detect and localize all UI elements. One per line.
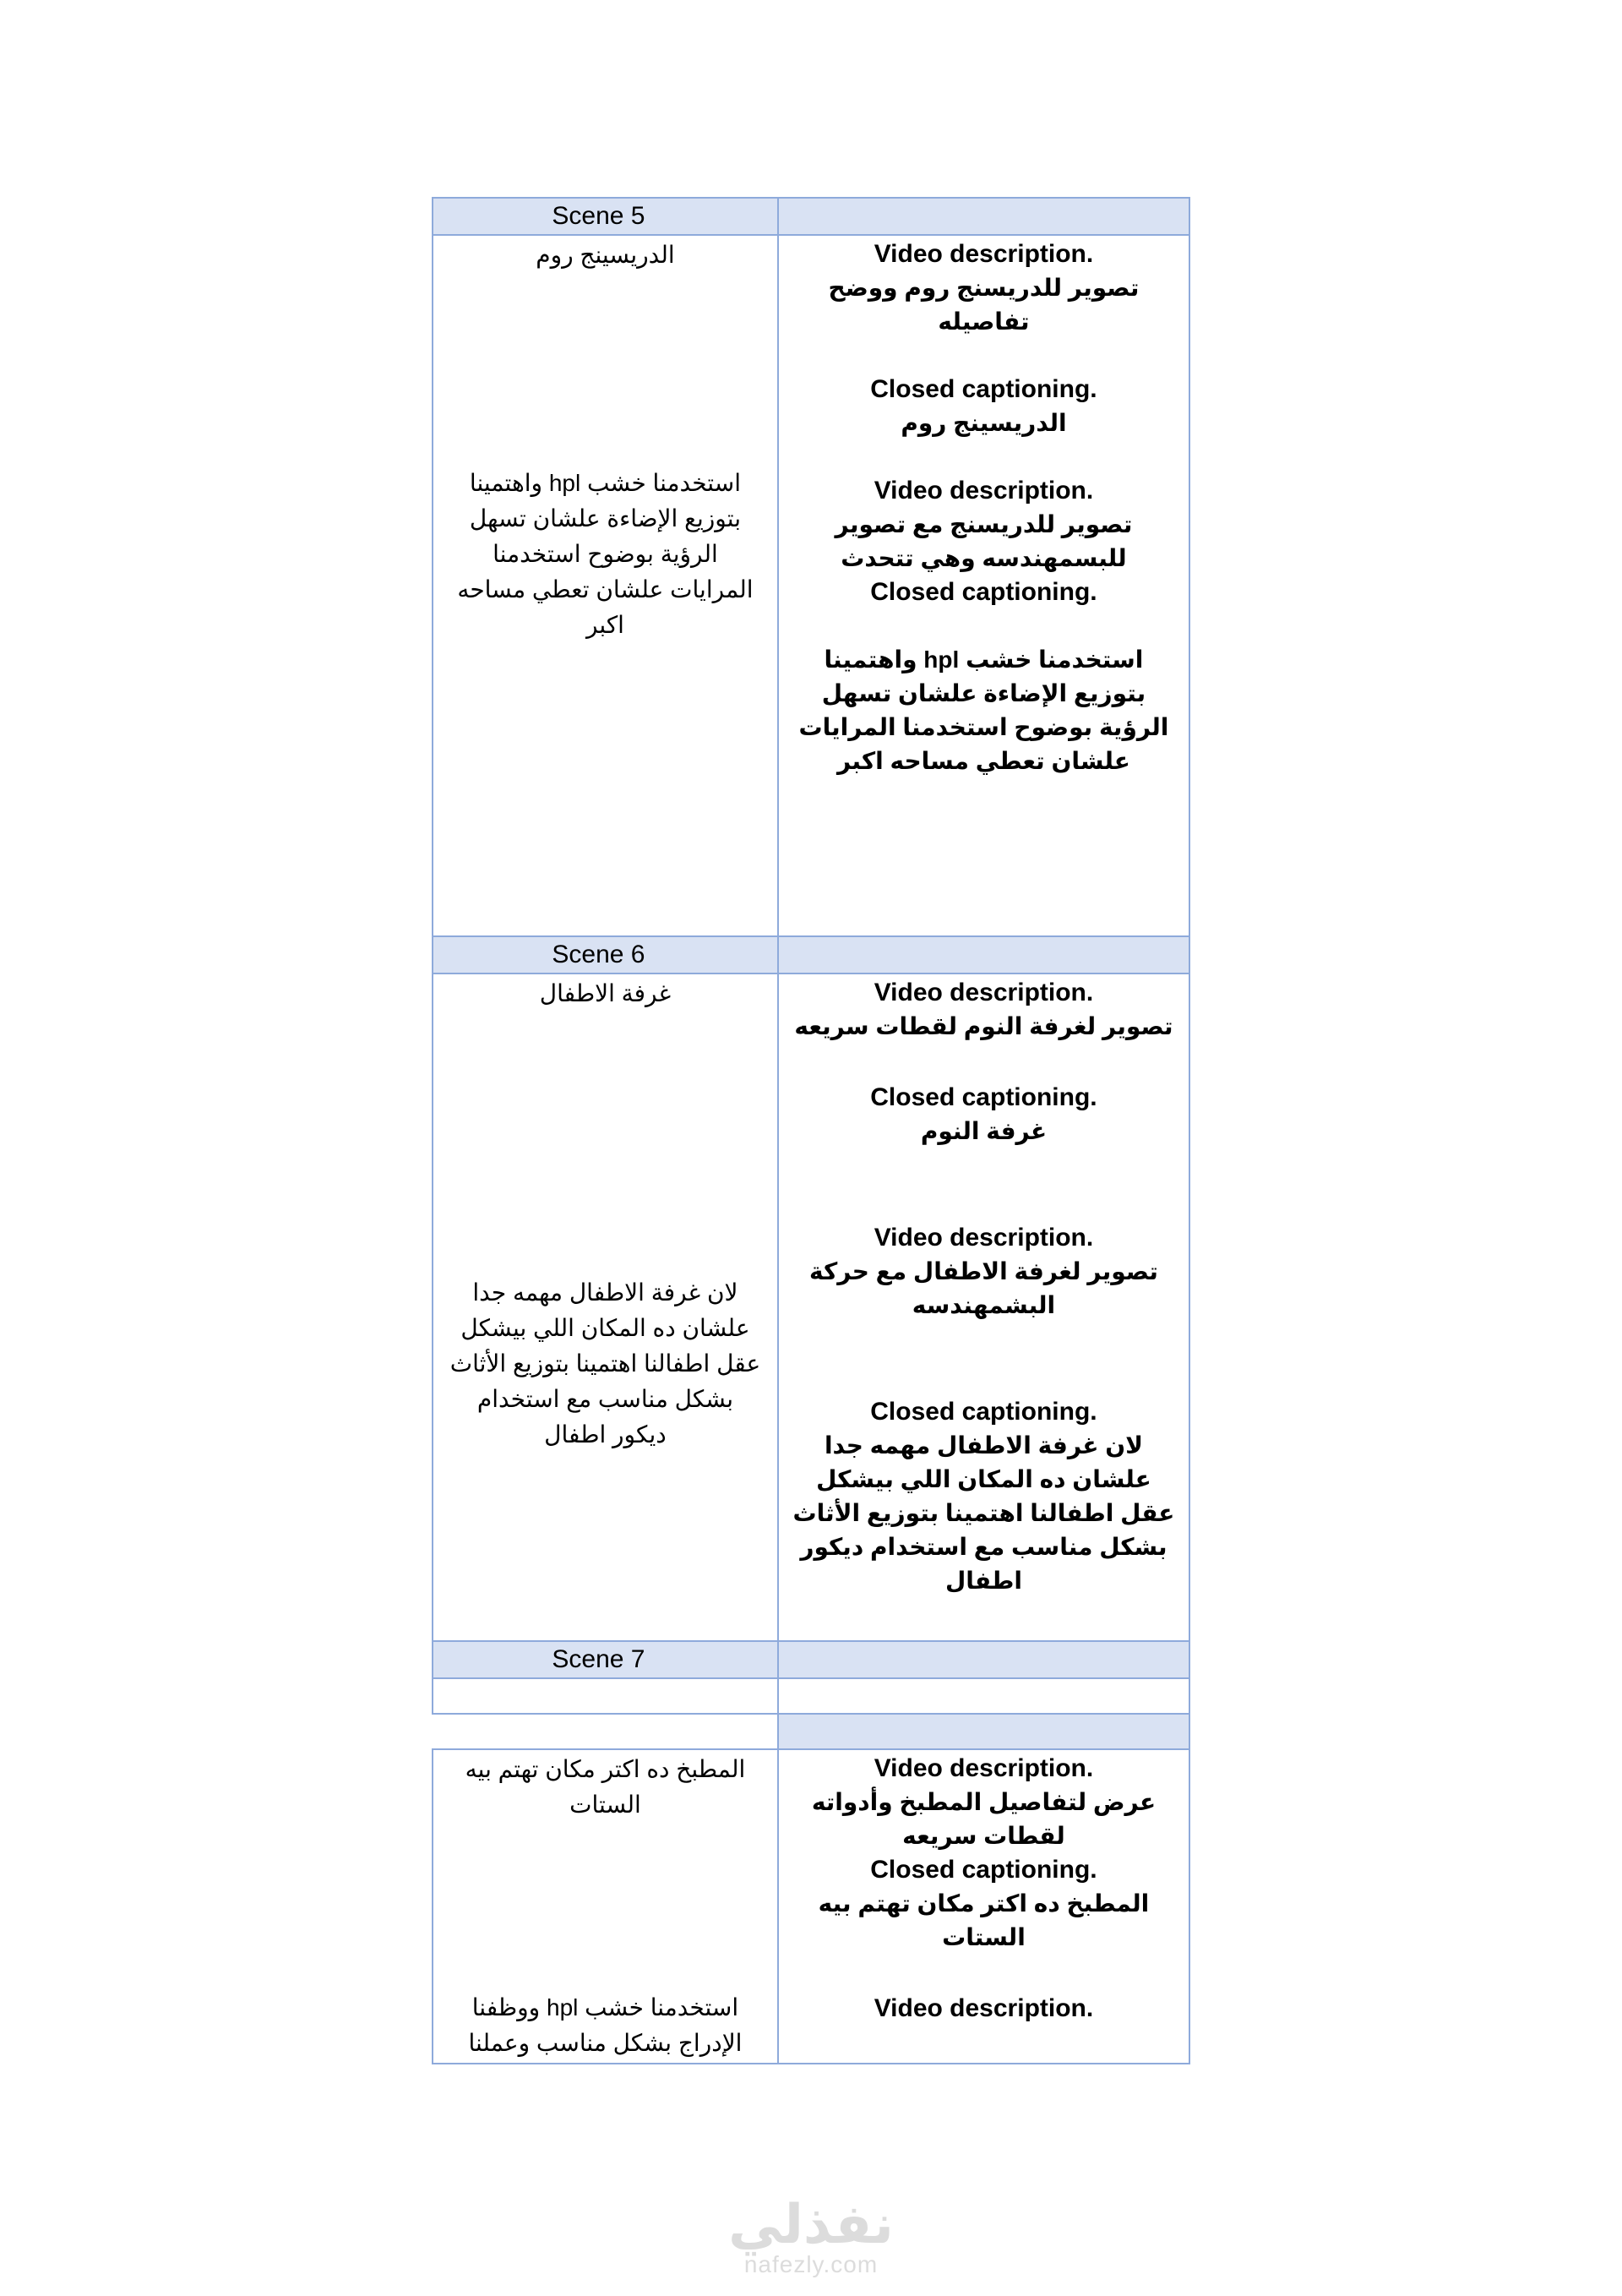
scene-5-vd2-text: تصوير للدريسنج مع تصوير للبسمهندسه وهي تتحدث: [835, 511, 1133, 571]
scene-6-narration: لان غرفة الاطفال مهمه جدا علشان ده المكان اللي بيشكل عقل اطفالنا اهتمينا بتوزيع الأثاث بشكل مناسب مع استخدام ديكور اطفال: [449, 1279, 761, 1448]
scene-6-label: Scene 6: [552, 941, 645, 968]
scene-5-cc2-label: Closed captioning.: [870, 578, 1097, 606]
watermark-latin: nafezly.com: [743, 2251, 879, 2277]
scene-7-title: المطبخ ده اكتر مكان تهتم بيه الستات: [465, 1756, 746, 1818]
scene-6-header-row: [433, 936, 1189, 973]
scene-6-cc1-text: غرفة النوم: [920, 1118, 1048, 1144]
scene-5-header-row: [433, 198, 1189, 235]
scene-5-vd2-label: Video description.: [874, 477, 1094, 504]
scene-5-cc2-text: استخدمنا خشب hpl واهتمينا بتوزيع الإضاءة علشان تسهل الرؤية بوضوح استخدمنا المرايات علشان تعطي مساحه اكبر: [798, 646, 1169, 774]
scene-6-title: غرفة الاطفال: [539, 980, 672, 1006]
nafezly-watermark: [718, 2194, 904, 2278]
scene-6-vd2-label: Video description.: [874, 1224, 1094, 1252]
scene-5-header-empty: [778, 198, 1189, 235]
scene-5-label: Scene 5: [552, 202, 645, 230]
scene-6-header-empty: [778, 936, 1189, 973]
watermark-arabic: نفذلي: [728, 2194, 894, 2255]
scene-6-narration-cell: [433, 973, 778, 1641]
scene-7-body-row: [433, 1749, 1189, 2064]
scene-7-narration: استخدمنا خشب hpl ووظفنا الإدراج بشكل مناسب وعملنا: [468, 1994, 743, 2056]
scene-5-vd1-text: تصوير للدريسنج روم ووضح تفاصيله: [828, 275, 1140, 335]
scene-5-label-cell: [433, 198, 778, 235]
scene-6-vd1-text: تصوير لغرفة النوم لقطات سريعه: [794, 1013, 1173, 1039]
scene-7-cc1-label: Closed captioning.: [870, 1856, 1097, 1884]
scene-5-cc1-text: الدريسينج روم: [901, 410, 1067, 436]
scene-5-description-cell: [778, 235, 1189, 936]
scene-5-title: الدريسينج روم: [536, 242, 675, 268]
scene-7-cc1-text: المطبخ ده اكتر مكان تهتم بيه الستات: [818, 1890, 1150, 1950]
scene-7-empty-right: [778, 1678, 1189, 1714]
scene-6-body-row: [433, 973, 1189, 1641]
scene-7-header-row: [433, 1641, 1189, 1678]
scene-7-spacer-row: [433, 1714, 1189, 1749]
scene-7-spacer-right: [778, 1714, 1189, 1749]
scene-5-narration-cell: [433, 235, 778, 936]
scene-6-cc1-label: Closed captioning.: [870, 1083, 1097, 1111]
scene-5-cc1-label: Closed captioning.: [870, 375, 1097, 403]
scene-7-empty-left: [433, 1678, 778, 1714]
scene-7-spacer-left: [433, 1714, 778, 1749]
scene-7-vd2-label: Video description.: [874, 1994, 1094, 2022]
scene-7-vd1-label: Video description.: [874, 1754, 1094, 1782]
scene-7-description-cell: [778, 1749, 1189, 2064]
scene-5-vd1-label: Video description.: [874, 240, 1094, 268]
scene-7-label-cell: [433, 1641, 778, 1678]
scene-6-cc2-label: Closed captioning.: [870, 1398, 1097, 1426]
scene-6-cc2-text: لان غرفة الاطفال مهمه جدا علشان ده المكان اللي بيشكل عقل اطفالنا اهتمينا بتوزيع الأثاث بشكل مناسب مع استخدام ديكور اطفال: [792, 1432, 1175, 1594]
scene-5-body-row: [433, 235, 1189, 936]
scene-6-description-cell: [778, 973, 1189, 1641]
scene-6-vd1-label: Video description.: [874, 979, 1094, 1006]
scene-7-empty-row: [433, 1678, 1189, 1714]
scene-5-narration: استخدمنا خشب hpl واهتمينا بتوزيع الإضاءة علشان تسهل الرؤية بوضوح استخدمنا المرايات علشان تعطي مساحه اكبر: [457, 470, 754, 638]
scene-7-vd1-text: عرض لتفاصيل المطبخ وأدواته لقطات سريعه: [811, 1789, 1157, 1849]
script-table: [432, 197, 1190, 2064]
scene-7-narration-cell: [433, 1749, 778, 2064]
scene-7-header-empty: [778, 1641, 1189, 1678]
scene-7-label: Scene 7: [552, 1645, 645, 1673]
scene-6-vd2-text: تصوير لغرفة الاطفال مع حركة البشمهندسه: [809, 1258, 1158, 1318]
scene-6-label-cell: [433, 936, 778, 973]
